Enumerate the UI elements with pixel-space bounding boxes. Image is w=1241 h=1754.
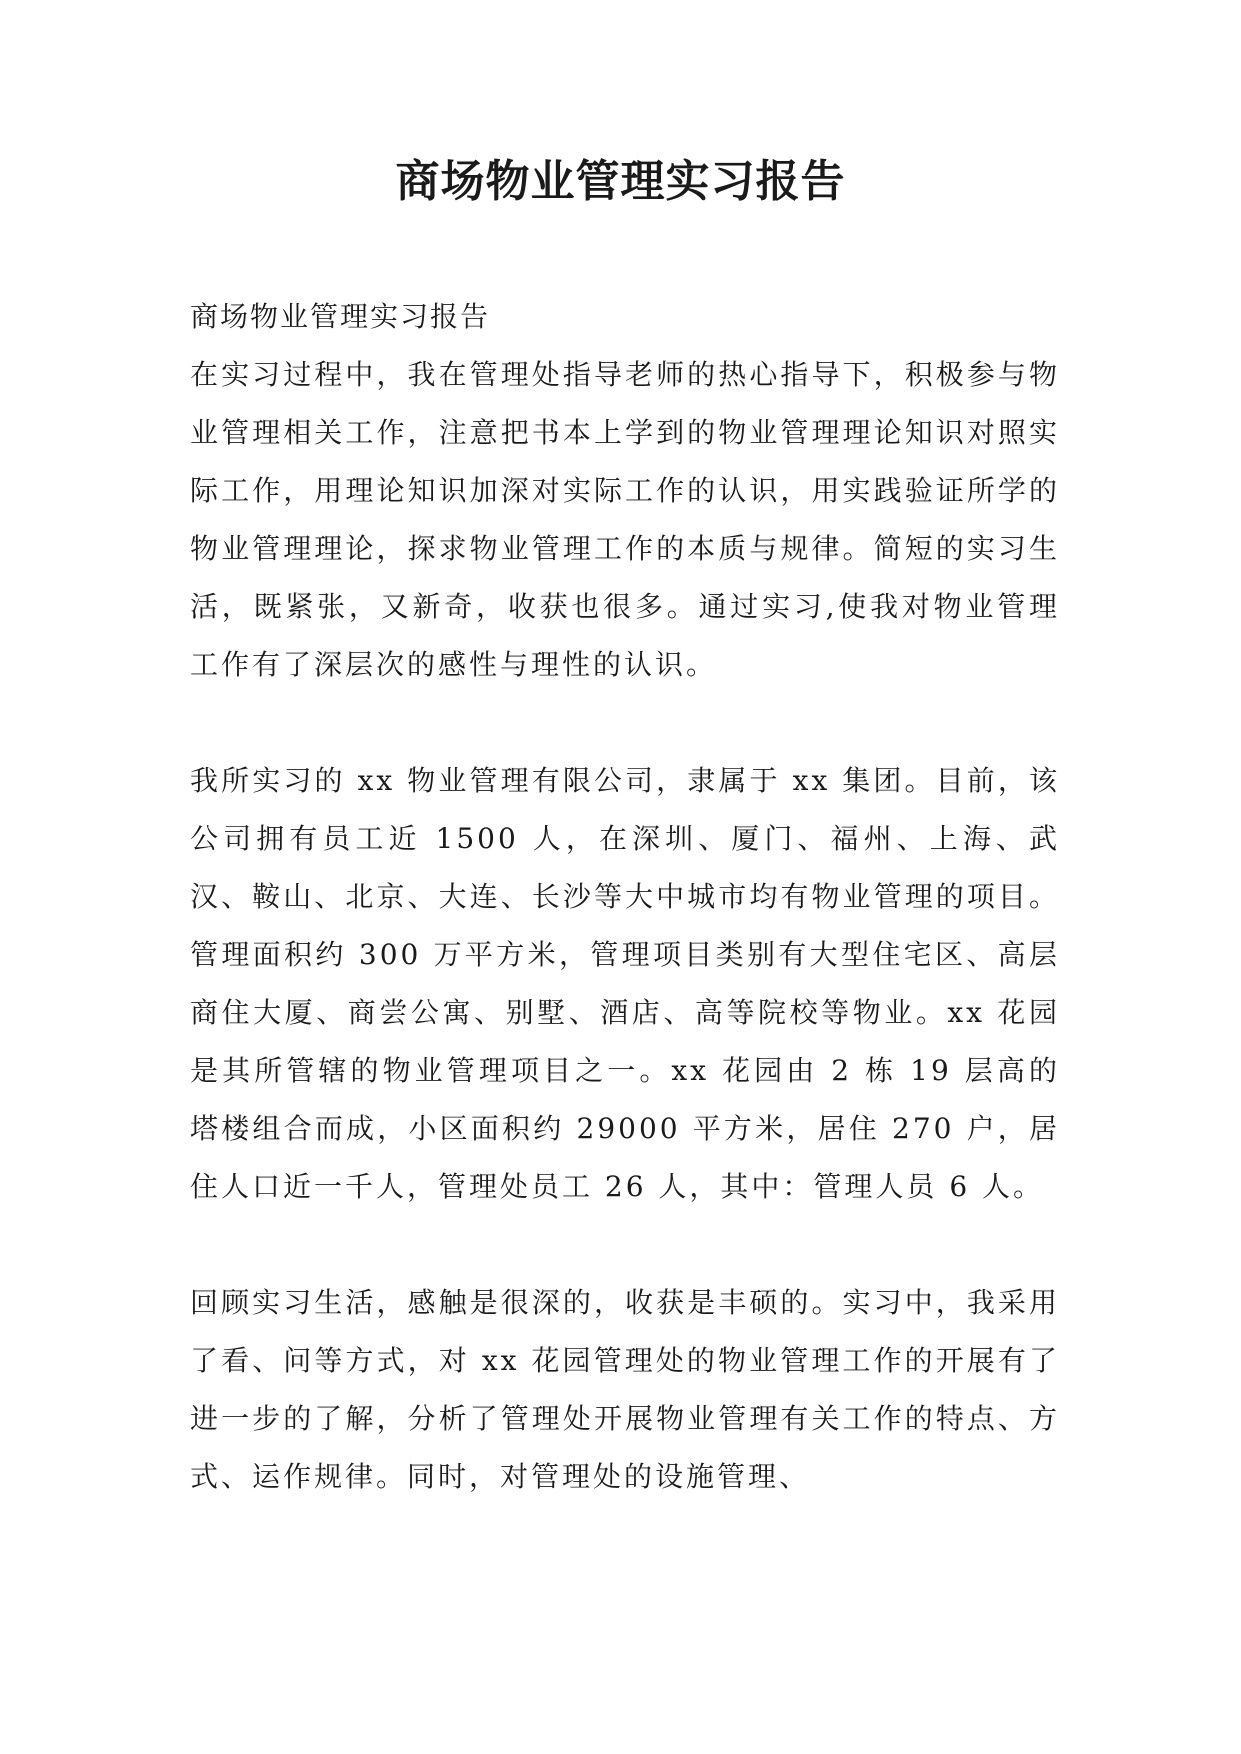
- document-title: 商场物业管理实习报告: [395, 156, 846, 207]
- document-subtitle: 商场物业管理实习报告: [190, 300, 491, 333]
- paragraph-internship-overview: 在实习过程中，我在管理处指导老师的热心指导下，积极参与物业管理相关工作，注意把书本上学到的物业管理理论知识对照实际工作，用理论知识加深对实际工作的认识，用实践验证所学的物业管理理论，探求物业管理工作的本质与规律。简短的实习生活，既紧张，又新奇，收获也很多。通过实习,使我对物业管理工作有了深层次的感性与理性的认识。: [190, 358, 1060, 681]
- paragraph-reflection: 回顾实习生活，感触是很深的，收获是丰硕的。实习中，我采用了看、问等方式，对 xx 花园管理处的物业管理工作的开展有了进一步的了解，分析了管理处开展物业管理有关工作的特点、方式、运作规律。同时，对管理处的设施管理、: [190, 1286, 1060, 1493]
- document-body: [190, 288, 1060, 1564]
- paragraph-company-intro: 我所实习的 xx 物业管理有限公司，隶属于 xx 集团。目前，该公司拥有员工近 1500 人，在深圳、厦门、福州、上海、武汉、鞍山、北京、大连、长沙等大中城市均有物业管理的项目。管理面积约 300 万平方米，管理项目类别有大型住宅区、高层商住大厦、商尝公寓、别墅、酒店、高等院校等物业。xx 花园是其所管辖的物业管理项目之一。xx 花园由 2 栋 19 层高的塔楼组合而成，小区面积约 29000 平方米，居住 270 户，居住人口近一千人，管理处员工 26 人，其中：管理人员 6 人。: [190, 764, 1060, 1203]
